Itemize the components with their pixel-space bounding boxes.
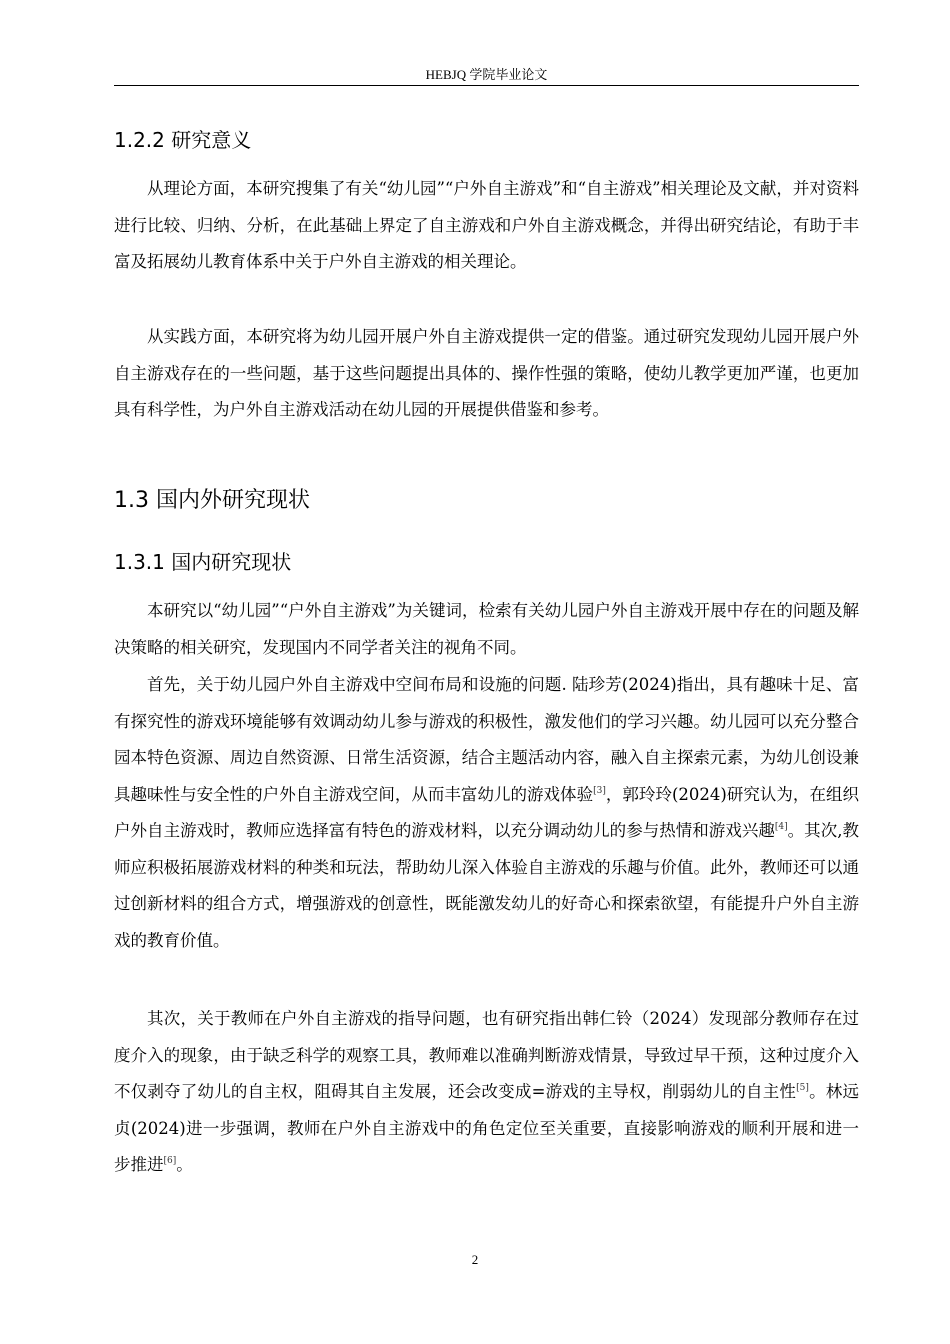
heading-1-2-2: 1.2.2 研究意义 <box>114 128 252 152</box>
heading-1-3: 1.3 国内外研究现状 <box>114 488 310 513</box>
citation-ref: [4] <box>774 822 788 832</box>
heading-1-3-1: 1.3.1 国内研究现状 <box>114 550 292 574</box>
paragraph-practice: 从实践方面，本研究将为幼儿园开展户外自主游戏提供一定的借鉴。通过研究发现幼儿园开展户外自主游戏存在的一些问题，基于这些问题提出具体的、操作性强的策略，使幼儿教学更加严谨，也更加具有科学性，为户外自主游戏活动在幼儿园的开展提供借鉴和参考。 <box>114 327 859 419</box>
header-rule <box>114 85 859 86</box>
paragraph-teacher-guidance <box>114 1001 859 1184</box>
text-segment: 其次，关于教师在户外自主游戏的指导问题，也有研究指出韩仁铃（2024）发现部分教师存在过度介入的现象，由于缺乏科学的观察工具，教师难以准确判断游戏情景，导致过早干预，这种过度介入不仅剥夺了幼儿的自主权，阻碍其自主发展，还会改变成=游戏的主导权，削弱幼儿的自主性 <box>114 1009 859 1101</box>
paragraph-theory: 从理论方面，本研究搜集了有关“幼儿园”“户外自主游戏”和“自主游戏”相关理论及文献，并对资料进行比较、归纳、分析，在此基础上界定了自主游戏和户外自主游戏概念，并得出研究结论，有助于丰富及拓展幼儿教育体系中关于户外自主游戏的相关理论。 <box>114 179 859 271</box>
citation-ref: [5] <box>796 1083 809 1093</box>
citation-ref: [6] <box>163 1156 177 1166</box>
paragraph-intro: 本研究以“幼儿园”“户外自主游戏”为关键词，检索有关幼儿园户外自主游戏开展中存在的问题及解决策略的相关研究，发现国内不同学者关注的视角不同。 <box>114 601 859 657</box>
text-segment: 。林远贞(2024)进一步强调，教师在户外自主游戏中的角色定位至关重要，直接影响游戏的顺利开展和进一步推进 <box>114 1082 859 1174</box>
page-number: 2 <box>471 1252 479 1267</box>
text-segment: 。 <box>176 1155 193 1174</box>
text-segment: 。其次,教师应积极拓展游戏材料的种类和玩法，帮助幼儿深入体验自主游戏的乐趣与价值。此外，教师还可以通过创新材料的组合方式，增强游戏的创意性，既能激发幼儿的好奇心和探索欲望，有能提升户外自主游戏的教育价值。 <box>114 821 859 950</box>
paragraph-space-facilities <box>114 667 859 959</box>
text-segment: ，郭玲玲(2024)研究认为，在组织户外自主游戏时，教师应选择富有特色的游戏材料，以充分调动幼儿的参与热情和游戏兴趣 <box>114 784 859 840</box>
citation-ref: [3] <box>593 785 606 796</box>
text-segment: 首先，关于幼儿园户外自主游戏中空间布局和设施的问题. 陆珍芳(2024)指出，具有趣味十足、富有探究性的游戏环境能够有效调动幼儿参与游戏的积极性，激发他们的学习兴趣。幼儿园可以充分整合园本特色资源、周边自然资源、日常生活资源，结合主题活动内容，融入自主探索元素，为幼儿创设兼具趣味性与安全性的户外自主游戏空间，从而丰富幼儿的游戏体验 <box>114 675 859 804</box>
page-header: HEBJQ 学院毕业论文 <box>425 67 548 82</box>
